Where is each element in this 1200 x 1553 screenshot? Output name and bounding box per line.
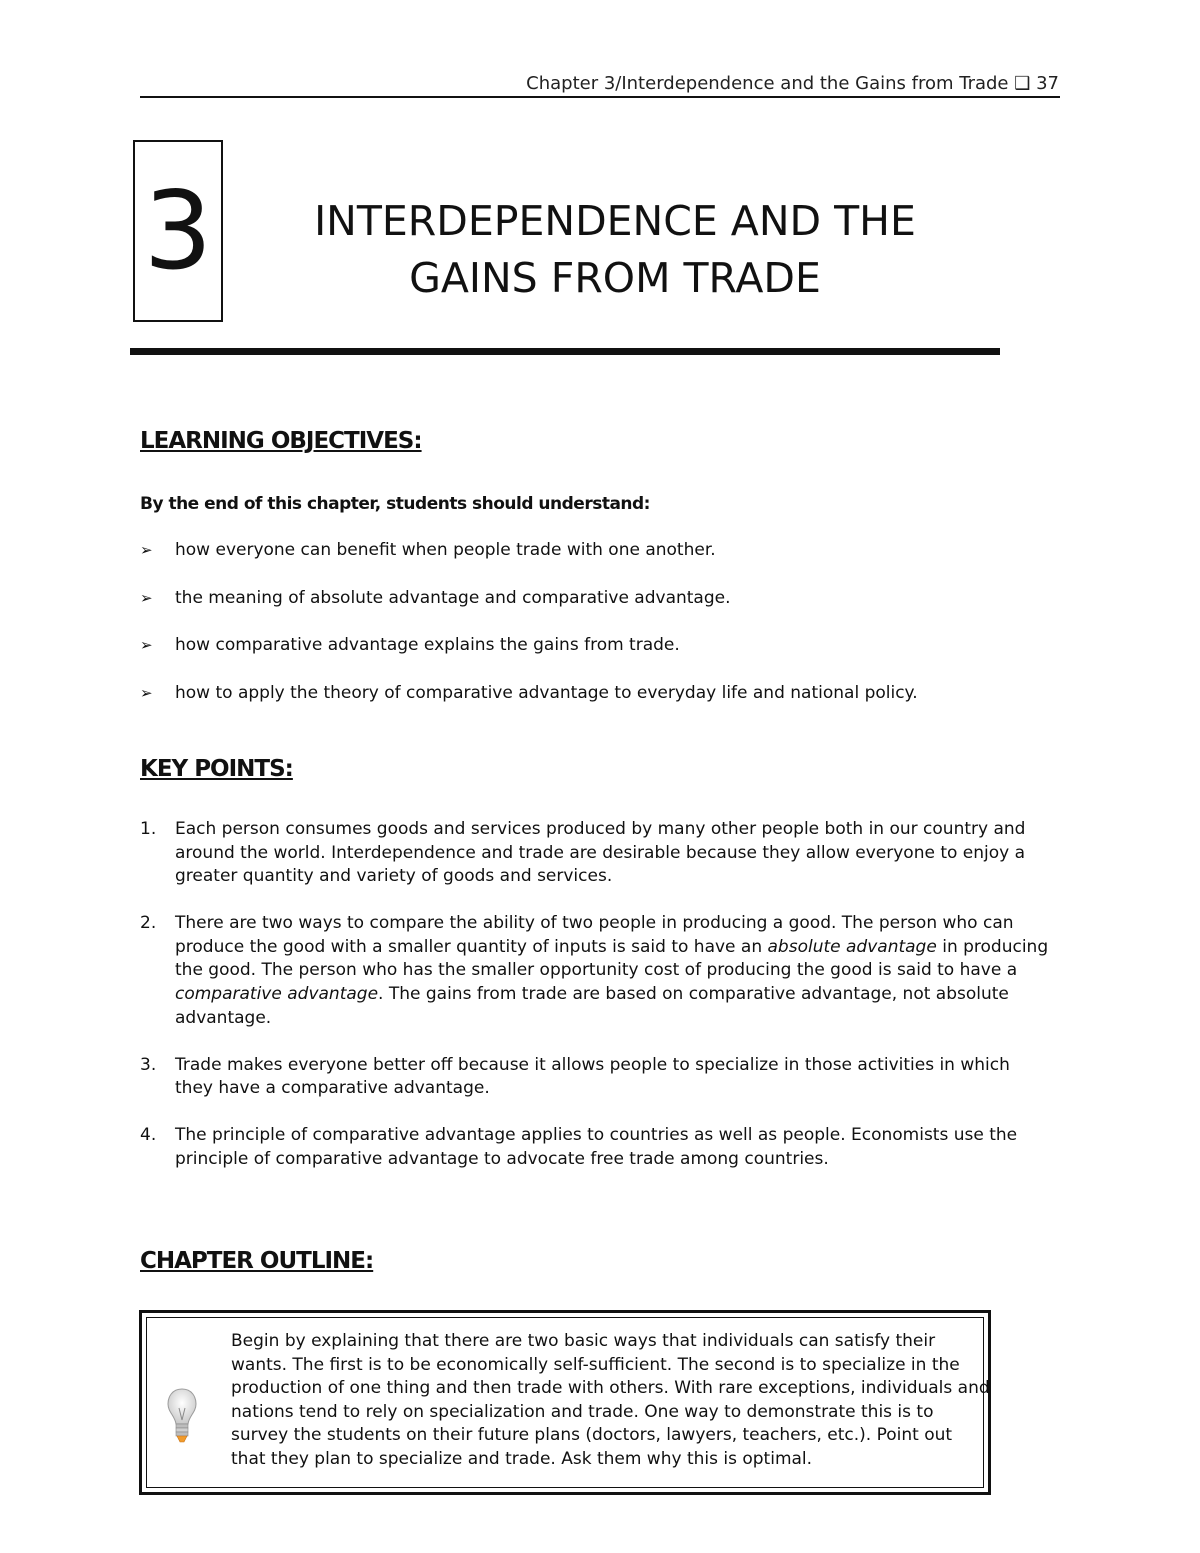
key-point-item bbox=[140, 1054, 1050, 1101]
chapter-title bbox=[265, 193, 965, 307]
key-point-text: The principle of comparative advantage applies to countries as well as people. Economists use the principle of comparative advantage to advocate free trade among countries. bbox=[175, 1125, 1018, 1170]
key-points-heading: KEY POINTS: bbox=[140, 756, 293, 782]
key-point-item bbox=[140, 912, 1050, 1030]
objective-text: the meaning of absolute advantage and comparative advantage. bbox=[175, 587, 731, 608]
objective-item bbox=[140, 633, 1080, 657]
objective-item bbox=[140, 586, 1080, 610]
objectives-list bbox=[140, 538, 1080, 728]
teaching-tip-inner-border bbox=[146, 1317, 990, 1488]
key-point-item bbox=[140, 818, 1050, 889]
objective-item bbox=[140, 538, 1080, 562]
key-point-text bbox=[175, 913, 1048, 1027]
lightbulb-icon bbox=[165, 1386, 199, 1448]
chapter-outline-heading: CHAPTER OUTLINE: bbox=[140, 1248, 374, 1274]
key-point-number: 3. bbox=[140, 1054, 157, 1075]
key-point-item bbox=[140, 1124, 1050, 1171]
learning-objectives-heading: LEARNING OBJECTIVES: bbox=[140, 428, 422, 454]
chapter-number-box bbox=[133, 140, 223, 322]
objective-text: how comparative advantage explains the gains from trade. bbox=[175, 635, 680, 655]
teaching-tip-text: Begin by explaining that there are two basic ways that individuals can satisfy their wants. The first is to be economically self-sufficient. The second is to specialize in the production of one thing and then trade with others. With rare exceptions, individuals and nations tend to rely on specialization and trade. One way to demonstrate this is to survey the students on their future plans (doctors, lawyers, teachers, etc.). Point out that they plan to specialize and trade. Ask them why this is optimal. bbox=[231, 1331, 990, 1469]
key-point-text-segment: . The gains from trade are based on comparative advantage, not absolute advantage. bbox=[175, 984, 1009, 1028]
arrow-bullet-icon: ➢ bbox=[140, 636, 153, 654]
arrow-bullet-icon: ➢ bbox=[140, 541, 153, 559]
chapter-title-line-1: INTERDEPENDENCE AND THE bbox=[314, 197, 916, 245]
teaching-tip-box bbox=[139, 1310, 991, 1495]
key-point-number: 1. bbox=[140, 819, 157, 839]
key-point-text-segment: in producing the good. The person who has the smaller opportunity cost of producing the good is said to have a bbox=[175, 936, 1049, 981]
title-rule bbox=[130, 348, 1000, 355]
running-header: Chapter 3/Interdependence and the Gains from Trade ❑ 37 bbox=[526, 73, 1059, 94]
objectives-intro: By the end of this chapter, students should understand: bbox=[140, 494, 650, 514]
objective-item bbox=[140, 681, 1080, 705]
objective-text: how to apply the theory of comparative advantage to everyday life and national policy. bbox=[175, 682, 918, 703]
emphasis-absolute-advantage: absolute advantage bbox=[767, 936, 937, 957]
chapter-title-line-2: GAINS FROM TRADE bbox=[409, 254, 821, 302]
key-point-text-segment: There are two ways to compare the ability of two people in producing a good. The person who can produce the good with a smaller quantity of inputs is said to have an bbox=[175, 913, 1014, 957]
key-points-list bbox=[140, 818, 1050, 1195]
emphasis-comparative-advantage: comparative advantage bbox=[175, 984, 379, 1005]
arrow-bullet-icon: ➢ bbox=[140, 588, 153, 607]
key-point-text: Trade makes everyone better off because it allows people to specialize in those activities in which they have a comparative advantage. bbox=[175, 1054, 1010, 1099]
header-rule bbox=[140, 96, 1060, 98]
chapter-number: 3 bbox=[143, 169, 213, 294]
key-point-number: 4. bbox=[140, 1125, 157, 1146]
key-point-number: 2. bbox=[140, 913, 157, 934]
arrow-bullet-icon: ➢ bbox=[140, 683, 153, 702]
key-point-text: Each person consumes goods and services produced by many other people both in our country and around the world. Interdependence and trade are desirable because they allow everyone to enjoy a greater quantity and variety of goods and services. bbox=[175, 819, 1026, 887]
objective-text: how everyone can benefit when people trade with one another. bbox=[175, 540, 716, 560]
